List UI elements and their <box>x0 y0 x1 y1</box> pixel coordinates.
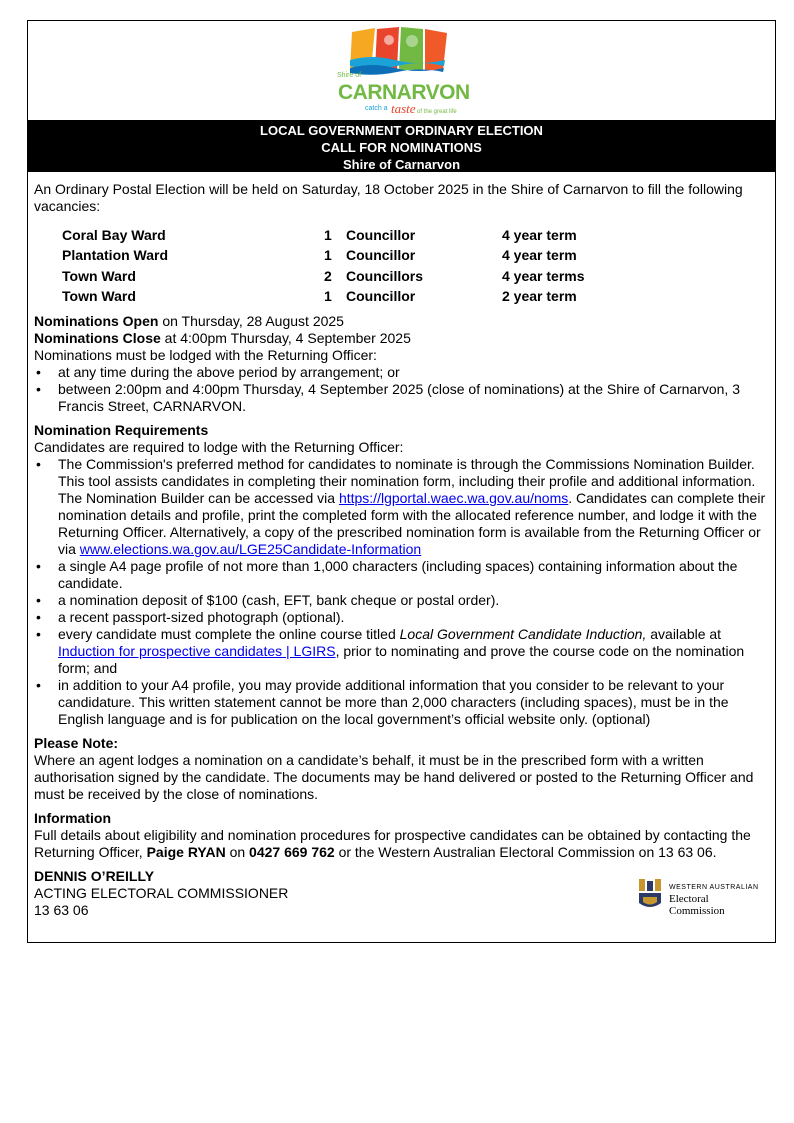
vacancies-table <box>62 225 769 307</box>
shire-logo <box>337 26 470 120</box>
nominations-section <box>34 313 769 415</box>
vacancy-role: Councillor <box>346 226 416 243</box>
vacancy-role: Councillor <box>346 288 416 305</box>
nominations-lodged: Nominations must be lodged with the Returning Officer: <box>34 347 377 363</box>
vacancy-count: 1 <box>324 226 332 243</box>
requirements-list <box>34 456 769 728</box>
vacancy-ward: Coral Bay Ward <box>62 226 166 243</box>
note-heading: Please Note: <box>34 735 119 751</box>
intro-paragraph: An Ordinary Postal Election will be held on Saturday, 18 October 2025 in the Shire of Carnarvon to fill the following vacancies: <box>34 181 743 214</box>
requirements-section <box>34 422 769 728</box>
vacancy-term: 4 year terms <box>502 267 585 284</box>
commissioner-title: ACTING ELECTORAL COMMISSIONER <box>34 885 289 901</box>
vacancy-ward: Plantation Ward <box>62 247 169 264</box>
req-text: , prior to nominating and prove the course code on the nomination form; and <box>58 643 745 676</box>
list-item: • a nomination deposit of $100 (cash, EFT, bank cheque or postal order). <box>34 592 769 609</box>
course-title: Local Government Candidate Induction, <box>399 626 647 642</box>
vacancy-term: 2 year term <box>502 288 577 305</box>
nominations-close-text: at 4:00pm Thursday, 4 September 2025 <box>160 330 411 346</box>
list-item <box>34 456 769 558</box>
wec-logo-line-2: Electoral Commission <box>669 893 725 917</box>
wec-logo-line-1: WESTERN AUSTRALIAN <box>669 884 759 891</box>
vacancy-count: 2 <box>324 267 332 284</box>
vacancy-term: 4 year term <box>502 226 577 243</box>
info-text: or the Western Australian Electoral Commission on 13 63 06. <box>334 844 717 860</box>
info-text: Full details about eligibility and nomination procedures for prospective candidates can be obtained by contacting the Returning Officer, <box>34 827 751 860</box>
list-item: • between 2:00pm and 4:00pm Thursday, 4 September 2025 (close of nominations) at the Shire of Carnarvon, 3 Francis Street, CARNARVON. <box>34 381 769 415</box>
shire-of-label: Shire of <box>337 72 362 79</box>
list-item: • a recent passport-sized photograph (optional). <box>34 609 769 626</box>
tagline-a: catch a <box>365 105 388 112</box>
note-text: Where an agent lodges a nomination on a candidate’s behalf, it must be in the prescribed form with a written authorisation signed by the candidate. The documents may be hand delivered or posted to the Returning Officer and must be received by the close of nominations. <box>34 752 754 802</box>
notice-body <box>34 181 769 919</box>
vacancy-ward: Town Ward <box>62 267 136 284</box>
nominations-close-label: Nominations Close <box>34 330 161 346</box>
commissioner-phone: 13 63 06 <box>34 902 89 918</box>
carnarvon-wordmark: CARNARVON <box>338 81 470 104</box>
electoral-commission-logo <box>637 877 767 915</box>
returning-officer-name: Paige RYAN <box>146 844 226 860</box>
vacancy-role: Councillor <box>346 247 416 264</box>
electoral-commission-emblem-icon <box>637 877 663 915</box>
req-text: every candidate must complete the online course titled <box>58 626 400 642</box>
list-item: • in addition to your A4 profile, you may provide additional information that you consider to be relevant to your candidature. This written statement cannot be more than 2,000 characters (including spaces), must be in the English language and is for publication on the local government’s official website only. (optional) <box>34 677 769 728</box>
banner-line-2: CALL FOR NOMINATIONS <box>321 140 482 155</box>
lodgement-list <box>34 364 769 415</box>
tagline-c: of the great life <box>417 109 457 115</box>
vacancy-row <box>62 287 769 308</box>
lgirs-induction-link[interactable]: Induction for prospective candidates | LGIRS <box>58 643 336 659</box>
nominations-open-text: on Thursday, 28 August 2025 <box>158 313 344 329</box>
info-text: on <box>225 844 250 860</box>
information-section <box>34 810 769 861</box>
banner-line-3: Shire of Carnarvon <box>342 157 461 172</box>
requirements-intro: Candidates are required to lodge with the Returning Officer: <box>34 439 404 455</box>
list-item: • at any time during the above period by arrangement; or <box>34 364 769 381</box>
vacancy-role: Councillors <box>346 267 424 284</box>
returning-officer-phone: 0427 669 762 <box>249 844 335 860</box>
vacancy-row <box>62 246 769 267</box>
nominations-close <box>34 330 769 347</box>
vacancy-term: 4 year term <box>502 247 577 264</box>
vacancy-ward: Town Ward <box>62 288 136 305</box>
list-item: • a single A4 page profile of not more than 1,000 characters (including spaces) containing information about the candidate. <box>34 558 769 592</box>
information-heading: Information <box>34 810 111 826</box>
req-text: . Candidates can complete their nomination details and profile, print the completed form with the allocated reference number, and lodge it with the Returning Officer. Alternatively, a copy of the prescribed nomination form is available from the Returning Officer or via <box>58 490 766 557</box>
vacancy-row <box>62 266 769 287</box>
vacancy-count: 1 <box>324 288 332 305</box>
information-text <box>34 827 764 861</box>
commissioner-name: DENNIS O’REILLY <box>34 868 155 884</box>
nominations-open <box>34 313 769 330</box>
tagline-b: taste <box>391 101 416 116</box>
req-text: available at <box>646 626 722 642</box>
req-text: The Commission's preferred method for candidates to nominate is through the Commissions Nomination Builder. This tool assists candidates in completing their nomination form, including their profile and additional information. The Nomination Builder can be accessed via <box>58 456 756 506</box>
candidate-information-link[interactable]: www.elections.wa.gov.au/LGE25Candidate-Information <box>79 541 422 557</box>
header-banner <box>27 120 776 172</box>
note-section <box>34 735 769 803</box>
nominations-open-label: Nominations Open <box>34 313 159 329</box>
nomination-builder-link[interactable]: https://lgportal.waec.wa.gov.au/noms <box>338 490 569 506</box>
list-item <box>34 626 769 677</box>
requirements-heading: Nomination Requirements <box>34 422 209 438</box>
banner-line-1: LOCAL GOVERNMENT ORDINARY ELECTION <box>260 123 543 138</box>
vacancy-row <box>62 225 769 246</box>
vacancy-count: 1 <box>324 247 332 264</box>
